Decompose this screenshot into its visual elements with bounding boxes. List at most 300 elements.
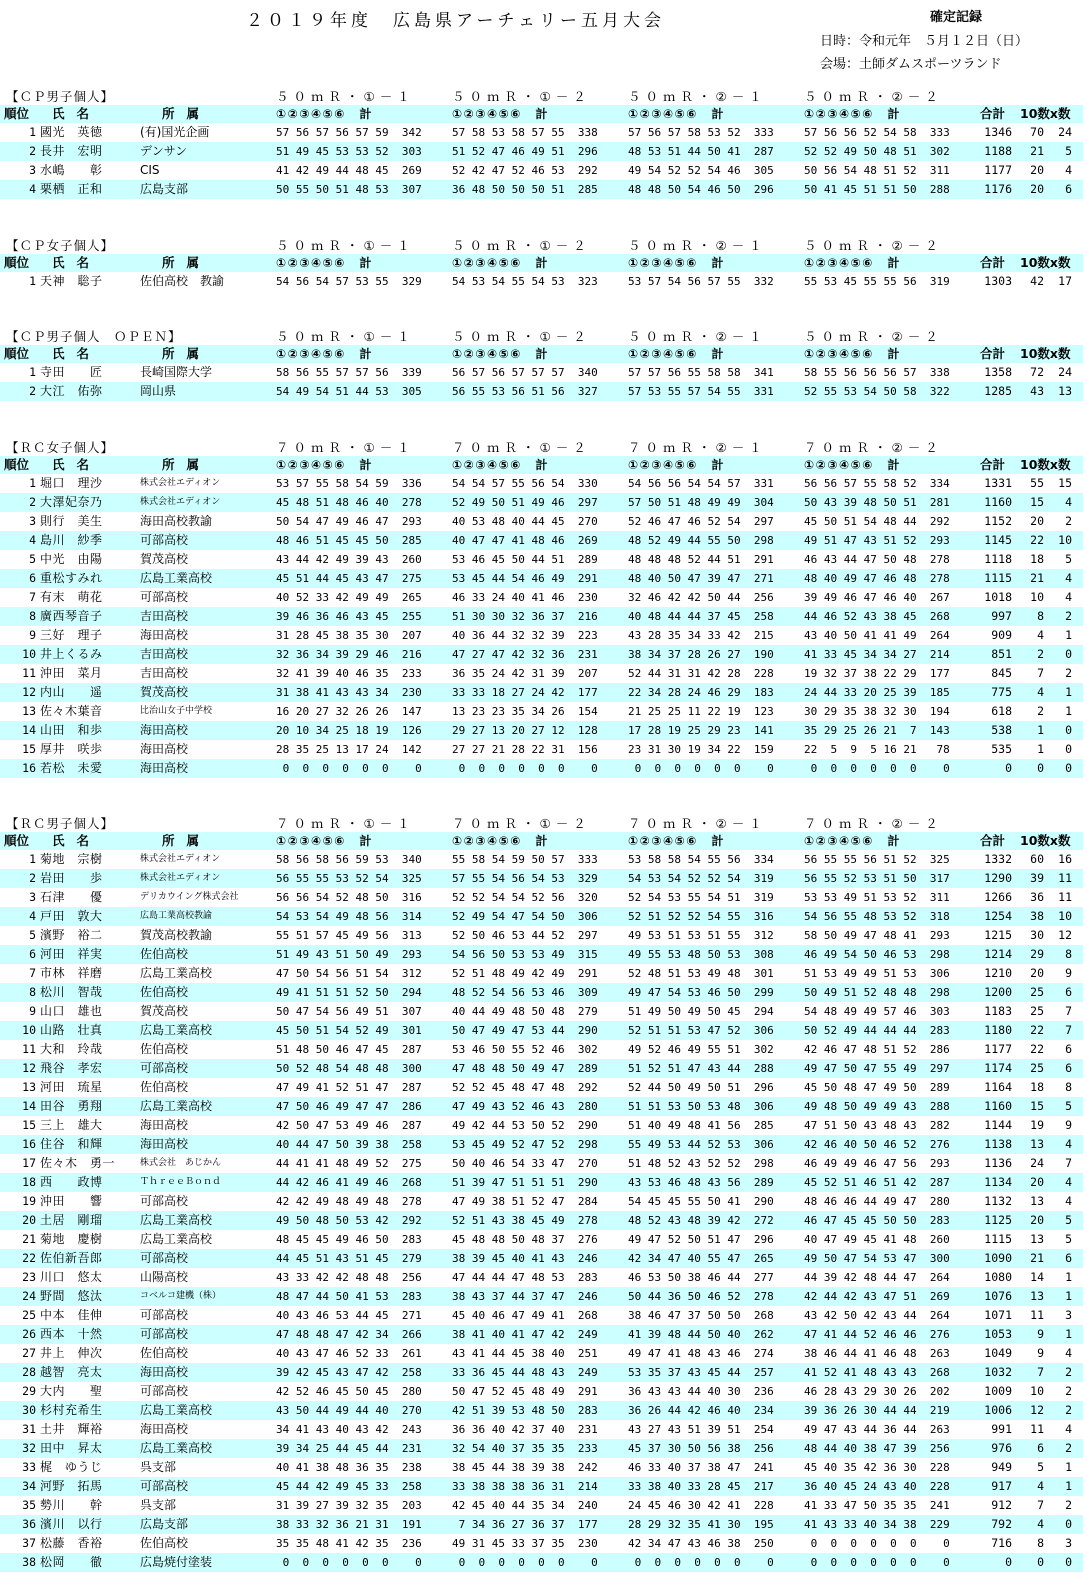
affiliation-cell: 賀茂高校 [140,552,189,566]
table-row [0,474,1083,493]
round-scores: 39 46 36 46 43 45 255 [276,610,422,623]
rank-cell: 28 [22,1365,36,1379]
x-count: 12 [1058,928,1072,942]
round-scores: 0 0 0 0 0 0 0 [276,762,422,775]
x-count: 3 [1065,1536,1072,1550]
x-count: 1 [1065,1460,1072,1474]
rank-header: 順位 [4,457,30,472]
round-scores: 58 55 56 56 56 57 338 [804,366,950,379]
round-scores: 57 50 51 48 49 49 304 [628,496,774,509]
column-header-row [0,105,1083,123]
round-scores: 45 50 51 54 52 49 301 [276,1024,422,1037]
section-title-row [0,237,1083,254]
tens-x-header: 10数x数 [1020,106,1071,121]
affiliation-cell: 岡山県 [140,384,177,398]
athlete-name: 杉村充希生 [40,1403,103,1417]
x-count: 17 [1058,274,1072,288]
total-score: 1164 [984,1080,1012,1094]
table-row [0,1420,1083,1439]
table-row [0,683,1083,702]
round-scores: 51 52 51 47 43 44 288 [628,1062,774,1075]
rank-cell: 38 [22,1555,36,1569]
table-row [0,1268,1083,1287]
rank-cell: 27 [22,1346,36,1360]
page-title: ２０１９年度 広島県アーチェリー五月大会 [246,11,665,31]
total-score: 917 [991,1479,1012,1493]
round-scores: 55 49 53 44 52 53 306 [628,1138,774,1151]
round-scores: 46 28 43 29 30 26 202 [804,1385,950,1398]
round-scores: 50 41 45 51 51 50 288 [804,183,950,196]
affiliation-cell: 可部高校 [140,533,189,547]
round-scores: 45 50 51 54 48 44 292 [804,515,950,528]
x-count: 10 [1058,533,1072,547]
table-row [0,180,1083,199]
round-scores: 16 20 27 32 26 26 147 [276,705,422,718]
round-scores: 39 34 25 44 45 44 231 [276,1442,422,1455]
tens-count: 0 [1037,1555,1044,1569]
round-scores: 54 45 45 55 50 41 290 [628,1195,774,1208]
rank-cell: 17 [22,1156,36,1170]
tens-count: 10 [1030,590,1044,604]
round-label: ７０ｍＲ・②－１ [628,816,767,831]
name-header: 氏名 [52,833,102,848]
x-count: 6 [1065,1061,1072,1075]
column-header-row [0,832,1083,850]
athlete-name: 西本 十然 [40,1327,103,1341]
affiliation-cell: 海田高校 [140,761,189,775]
round-scores: 47 51 50 43 48 43 282 [804,1119,950,1132]
affiliation-cell: 広島工業高校 [140,1232,213,1246]
round-scores: 50 56 54 48 51 52 311 [804,164,950,177]
table-row [0,721,1083,740]
affiliation-cell: 長崎国際大学 [140,365,213,379]
event-venue: 会場：土師ダムスポーツランド [820,57,1002,72]
tens-count: 24 [1030,1156,1044,1170]
round-scores: 41 33 45 34 34 27 214 [804,648,950,661]
round-scores: 47 50 54 56 51 54 312 [276,967,422,980]
rank-cell: 15 [22,742,36,756]
section-title-row [0,328,1083,345]
athlete-name: 井上 伸次 [40,1346,103,1360]
affiliation-cell: 広島工業高校教諭 [140,911,213,921]
round-scores: 51 52 47 46 49 51 296 [452,145,598,158]
round-scores: 38 41 40 41 47 42 249 [452,1328,598,1341]
rank-cell: 29 [22,1384,36,1398]
tens-count: 13 [1030,1137,1044,1151]
round-scores: 43 33 42 42 48 48 256 [276,1271,422,1284]
affiliation-cell: 株式会社エディオン [140,854,221,864]
round-scores: 43 42 50 42 43 44 264 [804,1309,950,1322]
affiliation-cell: 呉支部 [140,1460,177,1474]
x-count: 1 [1065,1289,1072,1303]
round-scores: 42 34 47 43 46 38 250 [628,1537,774,1550]
round-scores: 52 49 50 51 49 46 297 [452,496,598,509]
round-scores: 52 44 31 31 42 28 228 [628,667,774,680]
name-header: 氏名 [52,457,102,472]
ends-header: ①②③④⑤⑥ 計 [804,834,901,848]
round-scores: 54 48 49 49 57 46 303 [804,1005,950,1018]
table-row [0,1496,1083,1515]
round-scores: 51 48 52 43 52 52 298 [628,1157,774,1170]
round-scores: 44 42 46 41 49 46 268 [276,1176,422,1189]
round-scores: 50 47 54 56 49 51 307 [276,1005,422,1018]
table-row [0,142,1083,161]
round-scores: 45 50 48 47 49 50 289 [804,1081,950,1094]
round-scores: 45 51 44 45 43 47 275 [276,572,422,585]
table-row [0,1553,1083,1572]
tens-count: 9 [1037,1346,1044,1360]
rank-cell: 10 [22,1023,36,1037]
total-score: 912 [991,1498,1012,1512]
affiliation-cell: 佐伯高校 [140,985,189,999]
tens-count: 12 [1030,1403,1044,1417]
tens-x-header: 10数x数 [1020,346,1071,361]
round-scores: 51 40 49 48 41 56 285 [628,1119,774,1132]
round-scores: 56 57 56 57 57 57 340 [452,366,598,379]
affiliation-cell: 可部高校 [140,1479,189,1493]
athlete-name: 若松 未愛 [40,761,103,775]
round-scores: 43 28 35 34 33 42 215 [628,629,774,642]
ends-header: ①②③④⑤⑥ 計 [628,458,725,472]
x-count: 5 [1065,1232,1072,1246]
round-scores: 50 43 39 48 50 51 281 [804,496,950,509]
round-scores: 42 50 47 53 49 46 287 [276,1119,422,1132]
round-scores: 43 44 42 49 39 43 260 [276,553,422,566]
ends-header: ①②③④⑤⑥ 計 [804,458,901,472]
table-row [0,1515,1083,1534]
x-count: 8 [1065,947,1072,961]
total-score: 618 [991,704,1012,718]
table-row [0,382,1083,401]
round-scores: 48 40 50 47 39 47 271 [628,572,774,585]
results-section [0,88,1083,199]
round-scores: 55 58 54 59 50 57 333 [452,853,598,866]
tens-count: 42 [1030,274,1044,288]
round-scores: 43 53 46 48 43 56 289 [628,1176,774,1189]
round-scores: 47 44 44 47 48 53 283 [452,1271,598,1284]
tens-count: 2 [1037,704,1044,718]
athlete-name: 山田 和歩 [40,723,103,737]
table-row [0,907,1083,926]
x-count: 0 [1065,1555,1072,1569]
round-label: ７０ｍＲ・①－１ [276,816,415,831]
results-section [0,328,1083,401]
table-row [0,1249,1083,1268]
round-scores: 49 42 44 53 50 52 290 [452,1119,598,1132]
round-scores: 0 0 0 0 0 0 0 [452,762,598,775]
round-scores: 49 50 48 50 53 42 292 [276,1214,422,1227]
round-scores: 22 34 28 24 46 29 183 [628,686,774,699]
round-scores: 38 46 47 37 50 50 268 [628,1309,774,1322]
round-scores: 49 50 47 54 53 47 300 [804,1252,950,1265]
total-score: 1115 [984,1232,1012,1246]
round-scores: 52 49 54 47 54 50 306 [452,910,598,923]
affiliation-cell: 株式会社エディオン [140,873,221,883]
tens-count: 7 [1037,1498,1044,1512]
round-scores: 52 50 46 53 44 52 297 [452,929,598,942]
round-scores: 51 39 47 51 51 51 290 [452,1176,598,1189]
table-row [0,1154,1083,1173]
round-scores: 48 48 48 52 44 51 291 [628,553,774,566]
round-scores: 53 45 49 52 47 52 298 [452,1138,598,1151]
total-score: 1266 [984,890,1012,904]
total-score: 1144 [984,1118,1012,1132]
athlete-name: 野間 悠汰 [40,1289,103,1303]
tens-count: 6 [1037,1441,1044,1455]
athlete-name: 住谷 和輝 [40,1137,103,1151]
athlete-name: 河田 琉星 [40,1080,103,1094]
athlete-name: 戸田 敦大 [40,909,103,923]
tens-count: 14 [1030,1270,1044,1284]
total-score: 1303 [984,274,1012,288]
ends-header: ①②③④⑤⑥ 計 [276,256,373,270]
x-count: 6 [1065,1251,1072,1265]
tens-count: 8 [1037,609,1044,623]
table-row [0,493,1083,512]
round-scores: 51 48 50 46 47 45 287 [276,1043,422,1056]
round-scores: 53 53 49 51 53 52 311 [804,891,950,904]
athlete-name: 山口 雄也 [40,1004,103,1018]
table-row [0,945,1083,964]
round-scores: 46 49 49 46 47 56 293 [804,1157,950,1170]
table-row [0,983,1083,1002]
x-count: 11 [1058,871,1072,885]
total-score: 0 [1005,1555,1012,1569]
total-score: 1331 [984,476,1012,490]
ends-header: ①②③④⑤⑥ 計 [628,107,725,121]
table-row [0,1078,1083,1097]
round-scores: 54 49 54 51 44 53 305 [276,385,422,398]
total-score: 1132 [984,1194,1012,1208]
round-scores: 40 52 33 42 49 49 265 [276,591,422,604]
round-scores: 51 49 43 51 50 49 293 [276,948,422,961]
athlete-name: 松川 智哉 [40,985,103,999]
x-count: 0 [1065,742,1072,756]
affiliation-cell: 山陽高校 [140,1270,189,1284]
tens-count: 20 [1030,514,1044,528]
round-scores: 49 48 50 49 49 43 288 [804,1100,950,1113]
round-scores: 58 50 49 47 48 41 293 [804,929,950,942]
round-scores: 47 49 41 52 51 47 287 [276,1081,422,1094]
round-scores: 0 0 0 0 0 0 0 [628,762,774,775]
total-score: 1332 [984,852,1012,866]
round-scores: 43 50 44 49 44 40 270 [276,1404,422,1417]
affiliation-cell: 可部高校 [140,1251,189,1265]
table-row [0,964,1083,983]
round-scores: 51 51 53 50 53 48 306 [628,1100,774,1113]
athlete-name: 井上くるみ [40,647,103,661]
total-score: 851 [991,647,1012,661]
round-scores: 0 0 0 0 0 0 0 [804,762,950,775]
affiliation-cell: 海田高校教諭 [140,514,213,528]
rank-cell: 3 [29,514,36,528]
total-score: 1285 [984,384,1012,398]
affiliation-cell: 株式会社エディオン [140,497,221,507]
tens-count: 25 [1030,1061,1044,1075]
total-score: 1006 [984,1403,1012,1417]
athlete-name: 長井 宏明 [40,144,103,158]
tens-count: 0 [1037,761,1044,775]
x-count: 15 [1058,476,1072,490]
affiliation-cell: 海田高校 [140,1365,189,1379]
round-label: ７０ｍＲ・①－２ [452,440,591,455]
tens-count: 20 [1030,163,1044,177]
affiliation-cell: 可部高校 [140,1384,189,1398]
total-score: 976 [991,1441,1012,1455]
round-scores: 52 52 54 54 52 56 320 [452,891,598,904]
total-score: 775 [991,685,1012,699]
affiliation-cell: 吉田高校 [140,666,189,680]
tens-count: 20 [1030,1175,1044,1189]
round-scores: 49 31 45 33 37 35 230 [452,1537,598,1550]
round-scores: 48 48 50 54 46 50 296 [628,183,774,196]
total-score: 1053 [984,1327,1012,1341]
round-scores: 44 41 41 48 49 52 275 [276,1157,422,1170]
results-section [0,237,1083,291]
round-scores: 50 52 49 44 44 44 283 [804,1024,950,1037]
athlete-name: 寺田 匠 [40,365,103,379]
total-score: 1118 [984,552,1012,566]
athlete-name: 松藤 香裕 [40,1536,103,1550]
round-scores: 36 48 50 50 50 51 285 [452,183,598,196]
affiliation-cell: 株式会社エディオン [140,478,221,488]
round-scores: 50 49 51 52 48 48 298 [804,986,950,999]
x-count: 11 [1058,890,1072,904]
x-count: 16 [1058,852,1072,866]
round-scores: 31 28 45 38 35 30 207 [276,629,422,642]
total-score: 1174 [984,1061,1012,1075]
table-row [0,1306,1083,1325]
round-scores: 57 56 57 58 53 52 333 [628,126,774,139]
total-score: 1125 [984,1213,1012,1227]
round-scores: 40 43 46 53 44 45 271 [276,1309,422,1322]
affiliation-cell: 海田高校 [140,1118,189,1132]
round-scores: 52 51 52 52 54 55 316 [628,910,774,923]
round-scores: 51 30 30 32 36 37 216 [452,610,598,623]
round-scores: 51 53 49 49 51 53 306 [804,967,950,980]
table-row [0,1344,1083,1363]
x-count: 7 [1065,1023,1072,1037]
rank-cell: 21 [22,1232,36,1246]
athlete-name: 中本 佳伸 [40,1308,103,1322]
tens-count: 19 [1030,1118,1044,1132]
total-score: 535 [991,742,1012,756]
table-row [0,531,1083,550]
round-scores: 48 52 49 44 55 50 298 [628,534,774,547]
round-scores: 54 56 54 57 53 55 329 [276,275,422,288]
round-scores: 52 51 51 53 47 52 306 [628,1024,774,1037]
round-scores: 36 43 43 44 40 30 236 [628,1385,774,1398]
round-scores: 24 44 33 20 25 39 185 [804,686,950,699]
round-scores: 40 43 47 46 52 33 261 [276,1347,422,1360]
tens-count: 30 [1030,928,1044,942]
x-count: 2 [1065,1498,1072,1512]
total-score: 1177 [984,163,1012,177]
round-scores: 48 40 49 47 46 48 278 [804,572,950,585]
x-count: 2 [1065,666,1072,680]
round-scores: 0 0 0 0 0 0 0 [276,1556,422,1569]
round-scores: 40 48 44 44 37 45 258 [628,610,774,623]
table-row [0,740,1083,759]
round-scores: 40 36 44 32 32 39 223 [452,629,598,642]
rank-cell: 11 [22,1042,36,1056]
round-scores: 53 35 37 43 45 44 257 [628,1366,774,1379]
round-scores: 45 44 42 49 45 33 258 [276,1480,422,1493]
x-count: 4 [1065,1175,1072,1189]
round-scores: 52 44 50 49 50 51 296 [628,1081,774,1094]
tens-count: 38 [1030,909,1044,923]
athlete-name: 大内 聖 [40,1384,103,1398]
round-scores: 48 46 46 44 49 47 280 [804,1195,950,1208]
x-count: 4 [1065,1194,1072,1208]
total-score: 1358 [984,365,1012,379]
total-header: 合計 [980,106,1006,121]
total-score: 1188 [984,144,1012,158]
athlete-name: 則行 美生 [40,514,103,528]
tens-count: 29 [1030,947,1044,961]
round-scores: 42 46 47 48 51 52 286 [804,1043,950,1056]
table-row [0,1401,1083,1420]
table-row [0,850,1083,869]
round-scores: 58 56 58 56 59 53 340 [276,853,422,866]
round-scores: 31 38 41 43 43 34 230 [276,686,422,699]
ends-header: ①②③④⑤⑥ 計 [276,458,373,472]
x-count: 4 [1065,1422,1072,1436]
round-scores: 46 33 24 40 41 46 230 [452,591,598,604]
ends-header: ①②③④⑤⑥ 計 [276,107,373,121]
round-scores: 36 35 24 42 31 39 207 [452,667,598,680]
affiliation-cell: 佐伯高校 教諭 [140,274,225,288]
table-row [0,1002,1083,1021]
athlete-name: 土井 輝裕 [40,1422,103,1436]
athlete-name: 川口 悠太 [40,1270,103,1284]
tens-count: 22 [1030,1023,1044,1037]
x-count: 4 [1065,495,1072,509]
round-scores: 49 41 51 51 52 50 294 [276,986,422,999]
tens-x-header: 10数x数 [1020,457,1071,472]
affiliation-header: 所属 [162,346,212,361]
round-scores: 40 53 48 40 44 45 270 [452,515,598,528]
tens-count: 1 [1037,723,1044,737]
athlete-name: 内山 遥 [40,685,103,699]
rank-cell: 25 [22,1308,36,1322]
rank-cell: 5 [29,552,36,566]
round-scores: 56 56 54 52 48 50 316 [276,891,422,904]
round-scores: 53 57 54 56 57 55 332 [628,275,774,288]
table-row [0,1458,1083,1477]
rank-cell: 24 [22,1289,36,1303]
round-scores: 0 0 0 0 0 0 0 [452,1556,598,1569]
round-scores: 52 52 49 50 48 51 302 [804,145,950,158]
affiliation-cell: 広島工業高校 [140,1099,213,1113]
total-score: 1018 [984,590,1012,604]
total-score: 1183 [984,1004,1012,1018]
results-section [0,439,1083,778]
x-count: 2 [1065,1365,1072,1379]
affiliation-cell: 吉田高校 [140,609,189,623]
rank-cell: 1 [29,125,36,139]
x-count: 8 [1065,1080,1072,1094]
table-row [0,664,1083,683]
round-scores: 48 45 45 49 46 50 283 [276,1233,422,1246]
athlete-name: 石津 優 [40,890,103,904]
tens-count: 70 [1030,125,1044,139]
rank-cell: 2 [29,495,36,509]
round-scores: 50 52 48 54 48 48 300 [276,1062,422,1075]
x-count: 4 [1065,1137,1072,1151]
round-scores: 36 26 44 42 46 40 234 [628,1404,774,1417]
affiliation-cell: 可部高校 [140,1308,189,1322]
